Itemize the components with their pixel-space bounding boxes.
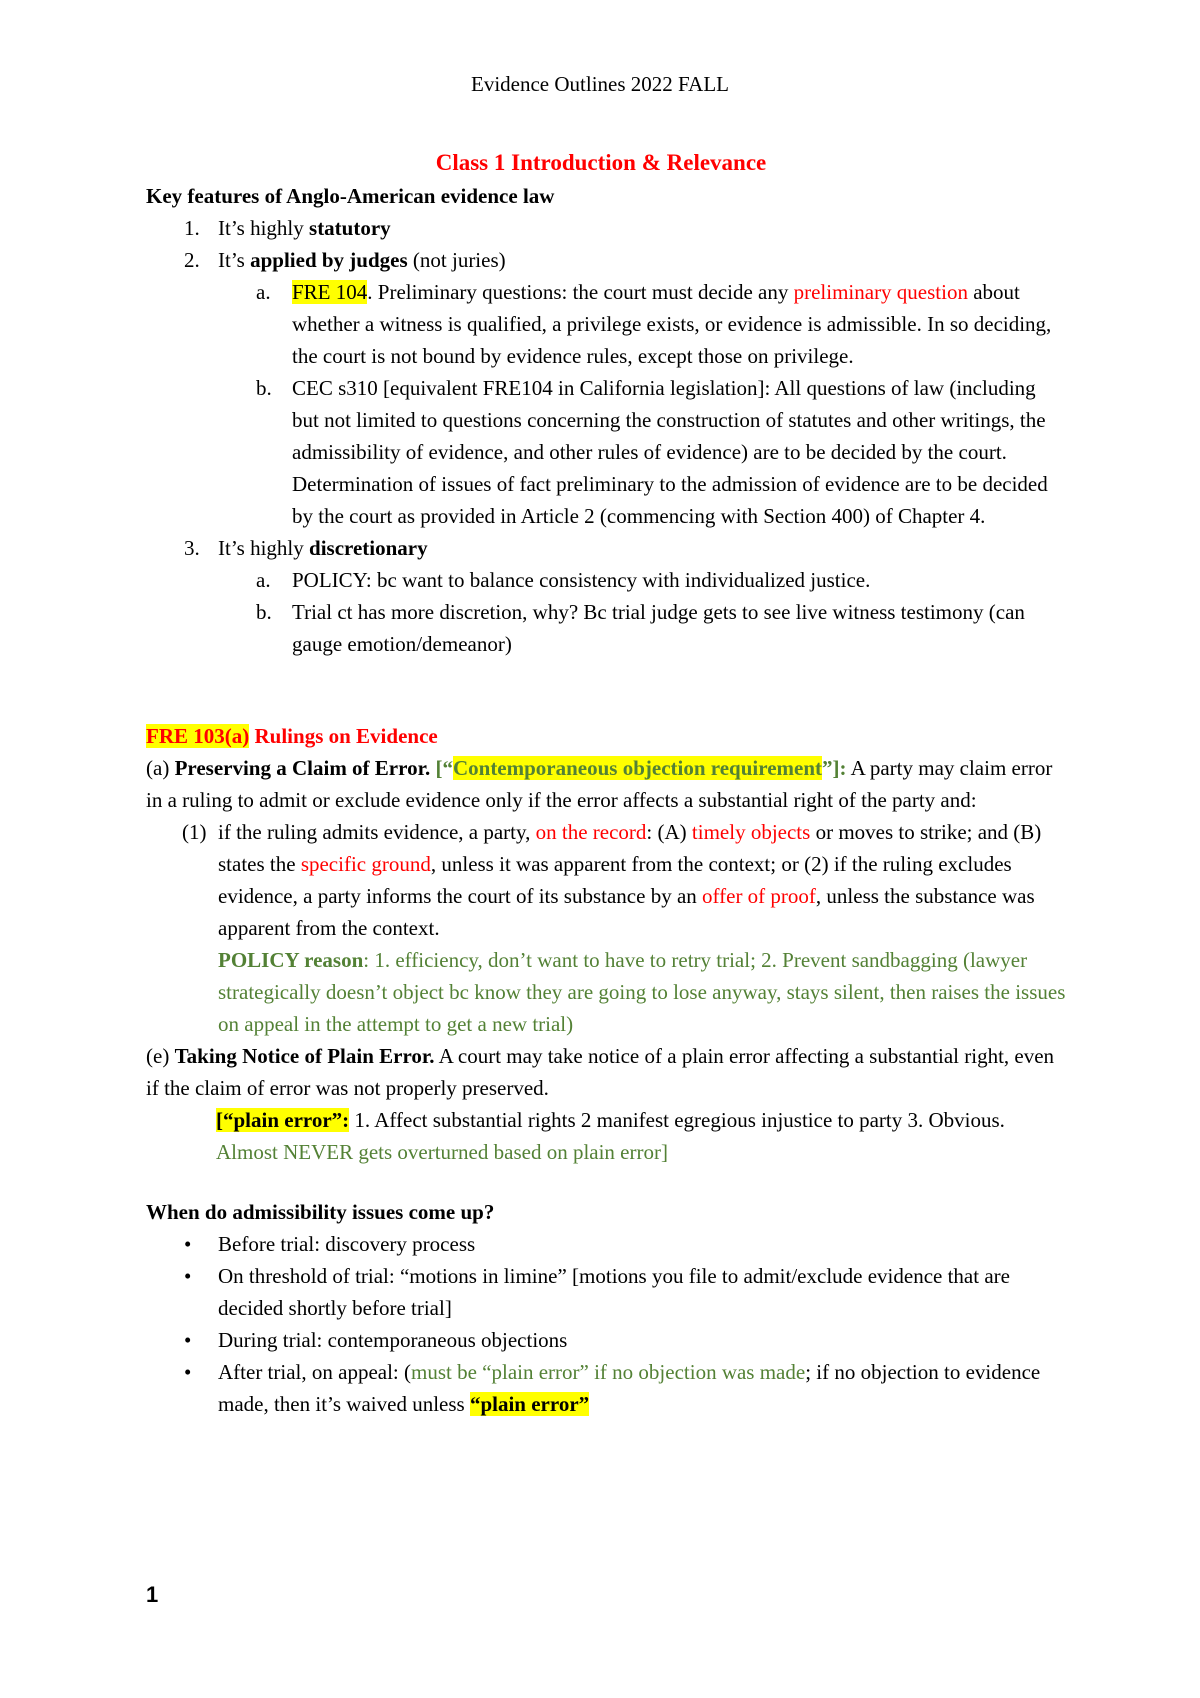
fre103e-paragraph (146, 1040, 1066, 1104)
list-item-2a (146, 276, 1066, 372)
fre103-highlight: FRE 103(a) (146, 724, 250, 748)
list-bold-text: applied by judges (250, 248, 408, 272)
list-item-3 (146, 532, 1066, 564)
plain-error-bold: Taking Notice of Plain Error. (174, 1044, 435, 1068)
list-letter: b. (256, 600, 272, 624)
bullet-item-4 (146, 1356, 1066, 1420)
list-text: It’s (218, 248, 251, 272)
list-item-2b (146, 372, 1066, 532)
list-text: It’s highly (218, 216, 310, 240)
sub-text: or moves to strike; and (B) states the (218, 820, 1042, 876)
specific-ground-text: specific ground (300, 852, 431, 876)
plain-error-highlight: [“plain error”: (216, 1108, 350, 1132)
sub-number: (1) (182, 820, 207, 844)
fre103-heading (146, 720, 1066, 752)
list-bold-text: discretionary (309, 536, 428, 560)
list-text: about whether a witness is qualified, a privilege exists, or evidence is admissible. In so deciding, the court is not bound by evidence rules, except those on privilege. (292, 280, 1052, 368)
policy-reason-text: : 1. efficiency, don’t want to have to retry trial; 2. Prevent sandbagging (lawyer strategically doesn’t object bc know they are going to lose anyway, stays silent, then raises the issues on appeal in the attempt to get a new trial) (218, 948, 1066, 1036)
paragraph-text: A court may take notice of a plain error affecting a substantial right, even if the claim of error was not properly preserved. (146, 1044, 1055, 1100)
bullet-item-3 (146, 1324, 1066, 1356)
spacer (146, 660, 1066, 720)
preserving-claim-bold: Preserving a Claim of Error. (174, 756, 431, 780)
list-text: (not juries) (407, 248, 506, 272)
list-letter: b. (256, 376, 272, 400)
sub-text: , unless it was apparent from the context; or (2) if the ruling excludes evidence, a party informs the court of its substance by an (218, 852, 1012, 908)
spacer (146, 1168, 1066, 1196)
list-text: Trial ct has more discretion, why? Bc trial judge gets to see live witness testimony (can gauge emotion/demeanor) (292, 600, 1025, 656)
plain-error-note (146, 1104, 1066, 1168)
almost-never-text: Almost NEVER gets overturned based on plain error (216, 1140, 661, 1164)
bullet-item-2 (146, 1260, 1066, 1324)
bracket-close: ”]: (822, 756, 847, 780)
document-body (146, 146, 1066, 1420)
list-bold-text: statutory (309, 216, 391, 240)
bullet-text: Before trial: discovery process (218, 1232, 476, 1256)
bullet-text: After trial, on appeal: ( (218, 1360, 411, 1384)
key-features-heading: Key features of Anglo-American evidence law (146, 184, 555, 208)
list-text: POLICY: bc want to balance consistency with individualized justice. (292, 568, 871, 592)
list-letter: a. (256, 568, 271, 592)
list-item-1 (146, 212, 1066, 244)
fre103a-paragraph (146, 752, 1066, 816)
preliminary-question-text: preliminary question (793, 280, 968, 304)
list-number: 2. (184, 248, 200, 272)
list-text: . Preliminary questions: the court must decide any (367, 280, 794, 304)
note-close: ] (660, 1140, 668, 1164)
list-number: 3. (184, 536, 200, 560)
sub-text: : (A) (646, 820, 692, 844)
list-item-3b (146, 596, 1066, 660)
bullet-text: During trial: contemporaneous objections (218, 1328, 568, 1352)
fre103-heading-text: Rulings on Evidence (249, 724, 438, 748)
document-header: Evidence Outlines 2022 FALL (471, 72, 729, 96)
offer-of-proof-text: offer of proof (702, 884, 816, 908)
policy-reason-label: POLICY reason (218, 948, 364, 972)
bullet-item-1 (146, 1228, 1066, 1260)
fre104-highlight: FRE 104 (292, 280, 368, 304)
list-item-3a (146, 564, 1066, 596)
paragraph-text: A party may claim error in a ruling to admit or exclude evidence only if the error affects a substantial right of the party and: (146, 756, 1053, 812)
list-text: CEC s310 [equivalent FRE104 in California legislation]: All questions of law (including but not limited to questions concerning the construction of statutes and other writings, the admissibility of evidence, and other rules of evidence) are to be decided by the court. Determination of issues of fact preliminary to the admission of evidence are to be decided by the court as provided in Article 2 (commencing with Section 400) of Chapter 4. (292, 376, 1048, 528)
admissibility-heading: When do admissibility issues come up? (146, 1200, 495, 1224)
must-be-plain-error-text: must be “plain error” if no objection was made (411, 1360, 806, 1384)
list-number: 1. (184, 216, 200, 240)
paragraph-text: (e) (146, 1044, 175, 1068)
list-letter: a. (256, 280, 271, 304)
sub-text: , unless the substance was apparent from the context. (218, 884, 1035, 940)
bullet-icon: • (184, 1328, 192, 1352)
fre103a-sub1 (146, 816, 1066, 944)
list-item-2 (146, 244, 1066, 276)
page-number: 1 (146, 1582, 159, 1607)
contemporaneous-objection-highlight: Contemporaneous objection requirement (452, 756, 822, 780)
sub-text: if the ruling admits evidence, a party, (218, 820, 536, 844)
timely-objects-text: timely objects (691, 820, 811, 844)
note-text: 1. Affect substantial rights 2 manifest egregious injustice to party 3. Obvious. (349, 1108, 1005, 1132)
policy-reason-paragraph (146, 944, 1066, 1040)
bullet-icon: • (184, 1264, 192, 1288)
bullet-icon: • (184, 1232, 192, 1256)
bullet-icon: • (184, 1360, 192, 1384)
bracket-open: [“ (430, 756, 453, 780)
on-the-record-text: on the record (535, 820, 647, 844)
list-text: It’s highly (218, 536, 310, 560)
bullet-text: On threshold of trial: “motions in limine” [motions you file to admit/exclude evidence that are decided shortly before trial] (218, 1264, 1010, 1320)
plain-error-final-highlight: “plain error” (469, 1392, 590, 1416)
class1-title: Class 1 Introduction & Relevance (435, 150, 767, 175)
paragraph-text: (a) (146, 756, 175, 780)
bullet-text: ; if no objection to evidence made, then it’s waived unless (218, 1360, 1041, 1416)
